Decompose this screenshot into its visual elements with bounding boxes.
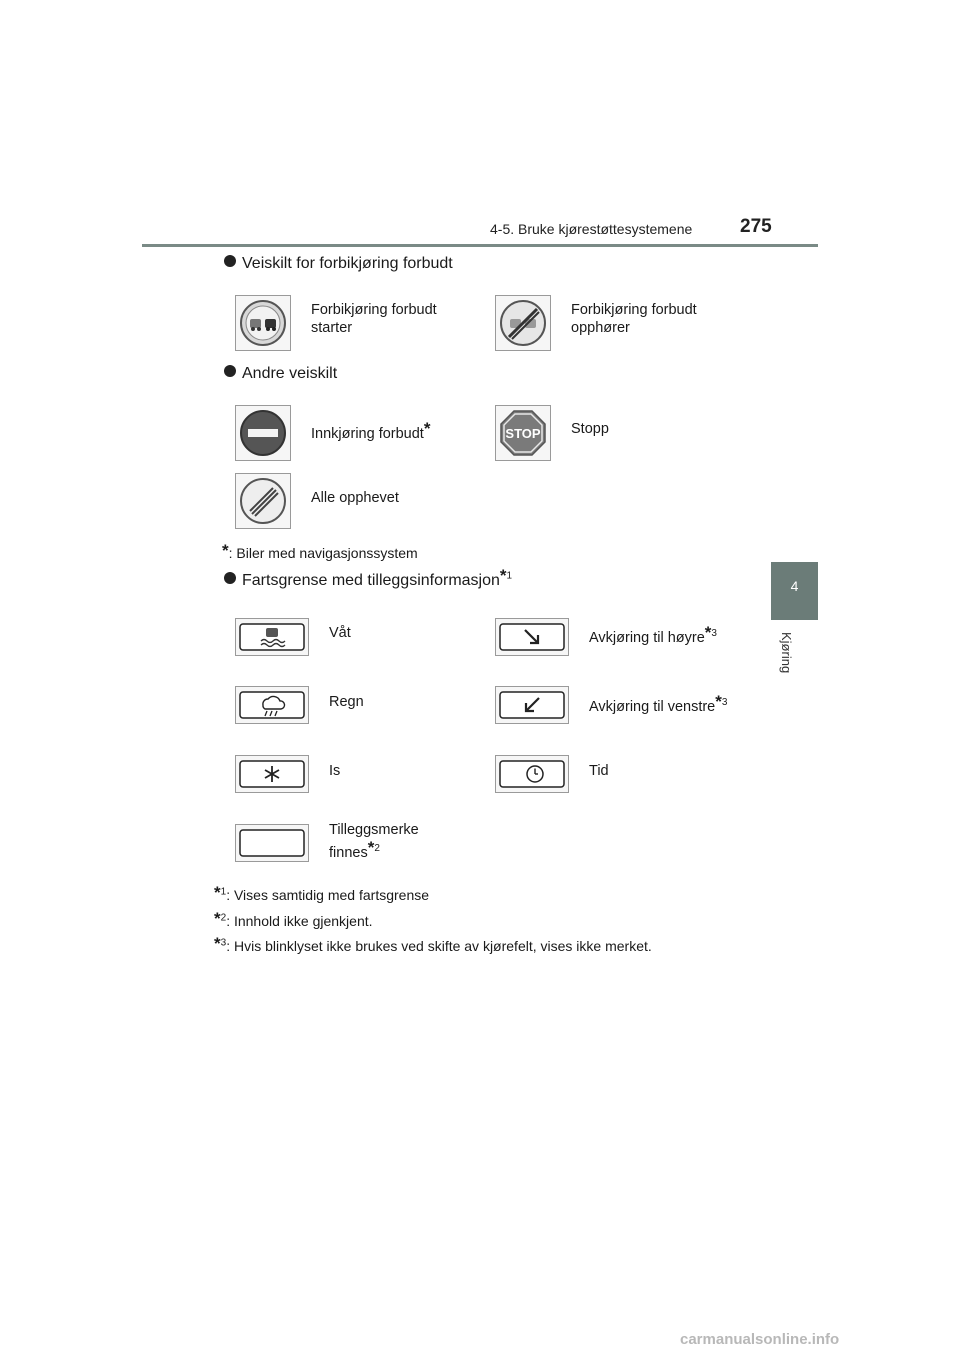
chapter-tab-label: Kjøring: [779, 632, 794, 674]
footnote-2: *$^2$: Innhold ikke gjenkjent.: [214, 909, 373, 929]
label-end-all: Alle opphevet: [311, 490, 399, 506]
label-additional-sign: Tilleggsmerke finnes*$^2$: [329, 822, 419, 861]
label-exit-right: Avkjøring til høyre*$^3$: [589, 623, 717, 646]
rain-cloud-plate-icon: [235, 686, 309, 724]
bullet-icon: [224, 365, 236, 377]
label-ice: Is: [329, 763, 341, 779]
page-number: 275: [740, 216, 772, 237]
footnote-1: *$^1$: Vises samtidig med fartsgrense: [214, 883, 430, 903]
clock-plate-icon: [495, 755, 569, 793]
label-overtaking-start: Forbikjøring forbudt starter: [311, 302, 437, 336]
label-rain: Regn: [329, 694, 364, 710]
chapter-tab-number: 4: [790, 578, 799, 594]
svg-text:STOP: STOP: [505, 426, 541, 441]
no-overtaking-sign-icon: [235, 295, 291, 351]
running-header-section: 4-5. Bruke kjørestøttesystemene: [490, 221, 693, 237]
label-exit-left: Avkjøring til venstre*$^3$: [589, 692, 728, 715]
no-entry-sign-icon: [235, 405, 291, 461]
exit-right-arrow-plate-icon: [495, 618, 569, 656]
header-rule: [142, 244, 818, 247]
bullet-icon: [224, 572, 236, 584]
end-no-overtaking-sign-icon: [495, 295, 551, 351]
footnote-3: *$^3$: Hvis blinklyset ikke brukes ved skifte av kjørefelt, vises ikke merket.: [214, 934, 652, 954]
footnote-navigation: *: Biler med navigasjonssystem: [222, 541, 418, 561]
wet-road-plate-icon: [235, 618, 309, 656]
label-wet: Våt: [329, 625, 351, 641]
watermark-link[interactable]: carmanualsonline.info: [680, 1331, 840, 1348]
section-heading-other: Andre veiskilt: [224, 365, 337, 383]
section-heading-overtaking: Veiskilt for forbikjøring forbudt: [224, 255, 453, 273]
blank-plate-icon: [235, 824, 309, 862]
label-time: Tid: [589, 763, 609, 779]
bullet-icon: [224, 255, 236, 267]
label-overtaking-end: Forbikjøring forbudt opphører: [571, 302, 697, 336]
exit-left-arrow-plate-icon: [495, 686, 569, 724]
stop-sign-icon: [495, 405, 551, 461]
end-all-restrictions-sign-icon: [235, 473, 291, 529]
snowflake-plate-icon: [235, 755, 309, 793]
section-heading-speed: Fartsgrense med tilleggsinformasjon*$^1$: [224, 566, 512, 590]
label-no-entry: Innkjøring forbudt*: [311, 419, 431, 442]
label-stop: Stopp: [571, 421, 609, 437]
